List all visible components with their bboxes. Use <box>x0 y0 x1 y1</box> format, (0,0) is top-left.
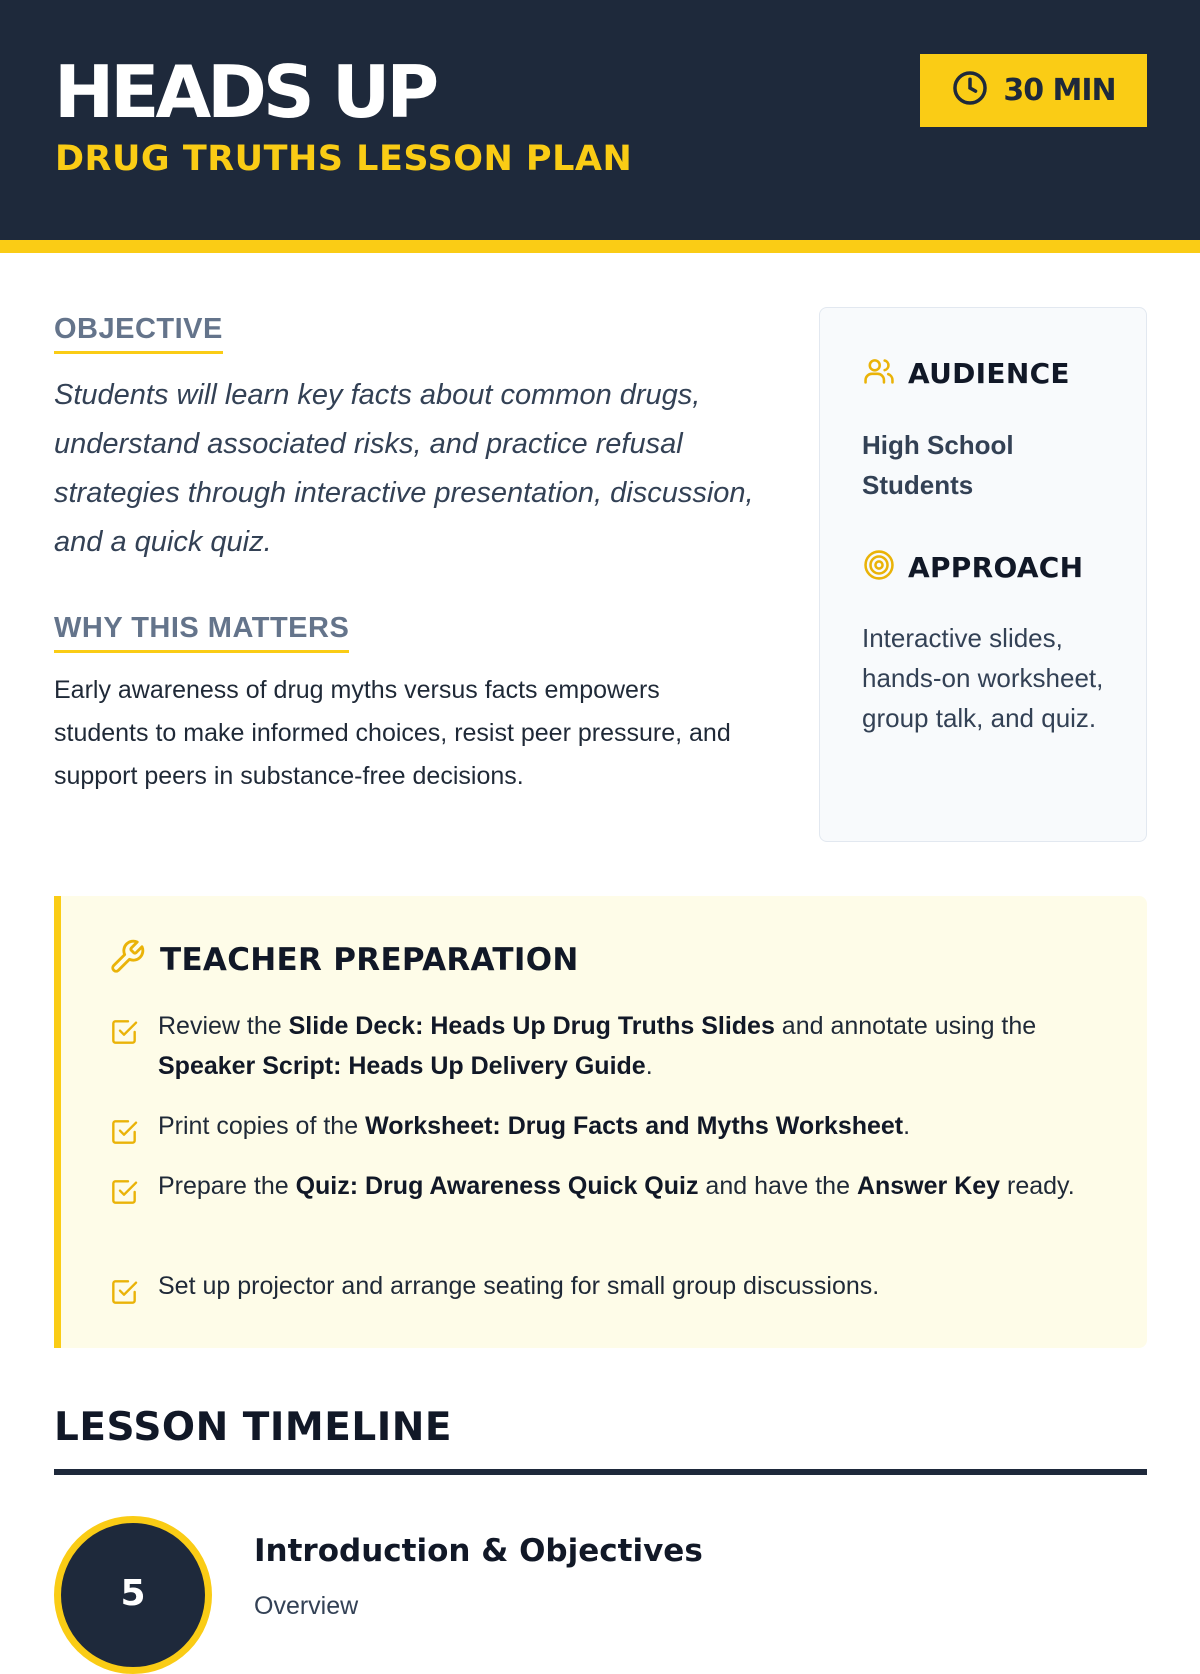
objective-text: Students will learn key facts about common drugs, understand associated risks, and practice refusal strategies through interactive presentation, discussion, and a quick quiz. <box>54 379 754 558</box>
objective-heading: OBJECTIVE <box>54 313 223 354</box>
why-matters-text: Early awareness of drug myths versus facts empowers students to make informed choices, resist peer pressure, and support peers in substance-free decisions. <box>54 676 731 790</box>
lesson-timeline-heading: LESSON TIMELINE <box>54 1405 452 1450</box>
prep-item-text: Prepare the Quiz: Drug Awareness Quick Quiz and have the Answer Key ready. <box>158 1172 1075 1200</box>
prep-item <box>108 1266 1108 1313</box>
checkbox-icon <box>108 1016 140 1086</box>
users-icon <box>862 354 896 393</box>
checkbox-icon <box>108 1276 140 1313</box>
prep-item <box>108 1166 1108 1213</box>
audience-heading <box>862 354 1070 393</box>
lesson-header <box>0 0 1200 240</box>
teacher-preparation-heading <box>108 938 579 981</box>
wrench-icon <box>108 938 146 981</box>
prep-item <box>108 1006 1108 1086</box>
audience-label: AUDIENCE <box>908 357 1070 390</box>
approach-value: Interactive slides, hands-on worksheet, group talk, and quiz. <box>862 623 1104 733</box>
duration-badge <box>920 54 1147 127</box>
clock-icon <box>951 69 989 112</box>
approach-heading <box>862 548 1083 587</box>
teacher-preparation-title: TEACHER PREPARATION <box>160 941 579 978</box>
timeline-step-minutes: 5 <box>120 1573 146 1614</box>
lesson-subtitle: DRUG TRUTHS LESSON PLAN <box>55 139 633 179</box>
target-icon <box>862 548 896 587</box>
prep-item-text: Print copies of the Worksheet: Drug Facts and Myths Worksheet. <box>158 1112 911 1140</box>
duration-label: 30 MIN <box>1003 73 1116 108</box>
timeline-step-description: Overview <box>254 1592 359 1620</box>
why-matters-heading: WHY THIS MATTERS <box>54 612 349 653</box>
audience-approach-card <box>819 307 1147 842</box>
timeline-divider <box>54 1469 1147 1475</box>
checkbox-icon <box>108 1116 140 1153</box>
timeline-step-minutes-badge <box>54 1516 212 1674</box>
timeline-step-title: Introduction & Objectives <box>254 1533 703 1569</box>
audience-value: High School Students <box>862 430 1014 500</box>
teacher-preparation-panel <box>54 896 1147 1348</box>
prep-item-text: Review the Slide Deck: Heads Up Drug Truths Slides and annotate using the Speaker Script: Heads Up Delivery Guide. <box>158 1012 1037 1080</box>
prep-item <box>108 1106 1108 1153</box>
prep-item-text: Set up projector and arrange seating for small group discussions. <box>158 1272 880 1300</box>
approach-label: APPROACH <box>908 551 1084 584</box>
checkbox-icon <box>108 1176 140 1213</box>
lesson-title: HEADS UP <box>54 50 436 134</box>
header-accent-stripe <box>0 240 1200 253</box>
